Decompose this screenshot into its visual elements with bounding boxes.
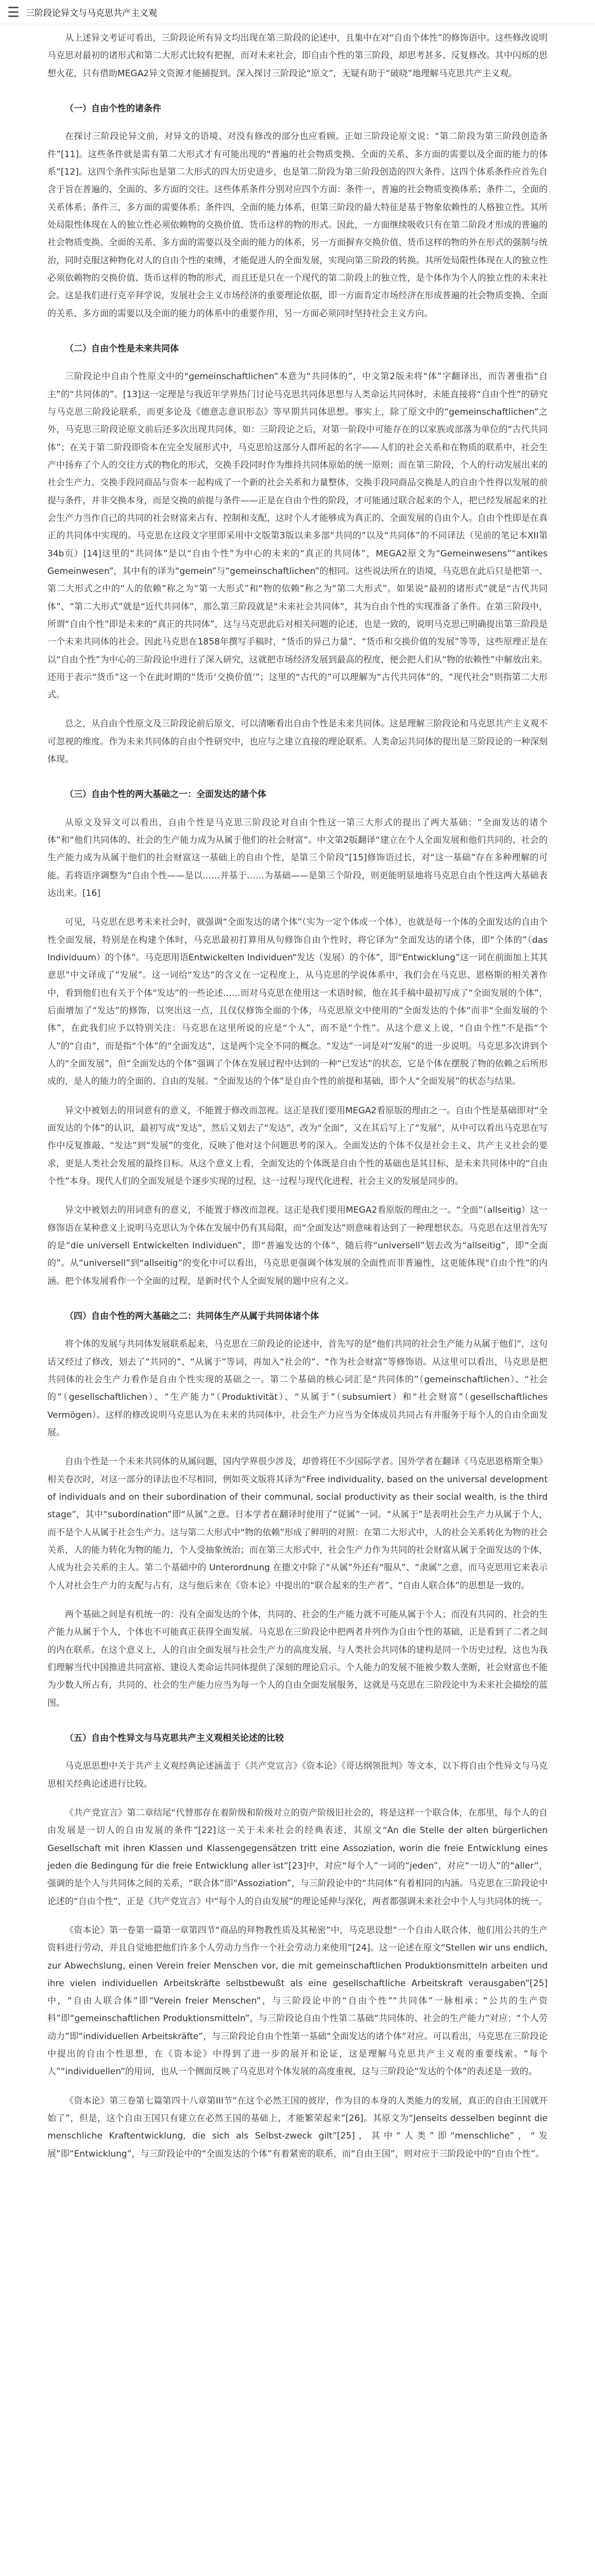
paragraph: 可见，马克思在思考未来社会时，就强调“全面发达的诸个体”（实为一定个体或一个体），也就是每一个体的全面发达的自由个性全面发展，特别是在构建个体时，马克思最初打算用从句修饰自由个性时，将它译为“全面发达的诸个体，即“个体的”（das Individuum）的个体”。马克思用语Entwickelten Individuen“发达（发展）的个体”，即“Entwicklung”这一词在前面加上其其意思”中文译成了“发展”。这一词给“发达”的含义在一定程度上，从马克思的学说体系中，我们会在马克思、恩格斯的相关著作中，看到他们也有关于个体“发达”的一些论述……而对马克思在使用这一术语时候，他在其手稿中最初写成了“全面发展的个体”，后面增加了“发达”的修饰，以突出这一点，且仅仅修饰全面的个体，马克思原文中使用的“全面发达的个体”而非“全面发展的个体”，在此我们应予以特别关注：马克思在这里所说的应是“个人”，而不是“个性”。从这个意义上说，“自由个性”不是指“个人”的“自由”，而是指“个体”的“全面发达”，这是两个完全不同的概念。“发达”一词是对“发展”的进一步说明。马克思多次讲到个人的“全面发展”，但“全面发达的个体”强调了个体在发展过程中达到的一种“已发达”的状态，它是个体在摆脱了物的依赖之后所形成的，是人的能力的全面的、自由的发展。“全面发达的个体”是自由个性的前提和基础，即个人“全面发展”的状态与结果。	[47, 917, 548, 1087]
paragraph: 两个基础之间是有机统一的：没有全面发达的个体，共同的、社会的生产能力就不可能从属于个人；而没有共同的、社会的生产能力从属于个人，个体也不可能真正获得全面发展。马克思在三阶段论中把两者并列作为自由个性的基础，正是看到了二者之间的内在联系。在这个意义上，人的自由全面发展与社会生产力的高度发展、与人类社会共同体的建构是同一个历史过程，这也为我们理解当代中国推进共同富裕、建设人类命运共同体提供了深刻的理论启示。个人能力的发展不能被少数人垄断，社会财富也不能为少数人所占有，共同的、社会的生产能力应当为每一个人的自由全面发展服务，这就是马克思在三阶段论中为未来社会描绘的蓝图。	[47, 1609, 548, 1708]
paragraph: 三阶段论中自由个性原文中的“gemeinschaftlichen”本意为“共同体的”，中文第2版未将“体”字翻译出，而告著重指“自主”的“共同体的”。[13]这一定理是与我近年学界热门讨论马克思共同体思想与人类命运共同体时，未能直接将“自由个性”的研究与马克思三阶段论联系，而更多论及《德意志意识形态》等早期共同体思想。事实上，除了原文中的“gemeinschaftlichen”之外，马克思三阶段论原文前后还多次出现共同体，如：三阶段论之后，对第一阶段中可能存在的以家族或部落为单位的“古代共同体”；在关于第二阶段即资本在完全发展形式中，马克思给这部分人群所起的名字——人们的社会关系和在物质的联系中，社会生产中扬弃了个人的交往方式的物化的形式，交换手段同时作为维持共同体原始的统一原则；而在第三阶段，个人的行动发展出来的社会生产力、交换手段同商品与资本一起构成了一个新的社会关系和力量整体，交换手段同商品交换是人的自由个性得以发展的前提与条件，并非交换本身，而是交换的前提与条件——正是在自由个性的阶段，才可能通过联合起来的个人，把已经发展起来的社会生产力当作自己的共同的社会财富来占有、控制和支配，这时个人才能够成为真正的、全面发展的自由个人。自由个性即是在真正的共同体中实现的。马克思在这段文字里即采用中文版第3版以来多部“共同的”以及“共同体”的不同译法（见前的笔记本XII第34b页）[14]这里的“共同体”是以“自由个性”为中心的未来的“真正的共同体”，MEGA2原文为“Gemeinwesens”“antikes Gemeinwesen”，其中有的译为“gemein”与“gemeinschaftlichen”的相同。这些说法所在的语境，马克思在此后只是把第一、第二大形式之中的“人的依赖”称之为“第一大形式”和“物的依赖”称之为“第二大形式”。如果说“最初的诸形式”就是“古代共同体”、“第二大形式”就是“近代共同体”，那么第三阶段就是“未来社会共同体”，其为自由个性的实现准备了条件。在第三阶段中，所谓“自由个性”即是未来的“真正的共同体”，这与马克思此后对相关问题的论述，也是一致的，说明马克思已明确提出第三阶段是一个未来共同体的社会。因此马克思在1858年撰写手稿时，“货币的异己力量”、“货币和交换价值的发展”等等，这些原理正是在以“自由个性”为中心的三阶段论中进行了深入研究，这就把市场经济发展到最高的程度，便会把人们从“物的依赖性”中解放出来。还用于表示“货币”这一个在此时期的“货币‘交换价值’”；这里的“古代的”可以理解为“古代共同体”的，“现代社会”则指第二大形式。	[47, 371, 548, 701]
paragraph: 《共产党宣言》第二章结尾“代替那存在着阶级和阶级对立的资产阶级旧社会的，将是这样一个联合体，在那里，每个人的自由发展是一切人的自由发展的条件”[22]这一关于未来社会的经典表述，其原文“An die Stelle der alten bürgerlichen Gesellschaft mit ihren Klassen und Klassengegensätzen tritt eine Assoziation, worin die freie Entwicklung eines jeden die Bedingung für die freie Entwicklung aller ist”[23]中，对应“每个人”一词的“jeden”，对应“一切人”的“aller”，强调的是个人与共同体之间的关系，“联合体”即“Assoziation”，与三阶段论中的“共同体”有着相同的内涵。马克思在三阶段论中论述的“自由个性”，正是《共产党宣言》中“每个人的自由发展”的理论延伸与深化，两者都强调未来社会中个人与共同体的统一。	[47, 1807, 548, 1907]
paragraph: 总之，从自由个性原文及三阶段论前后原文，可以清晰看出自由个性是未来共同体。这是理解三阶段论和马克思共产主义观不可忽视的维度。作为未来共同体的自由个性研究中，也应与之建立直接的理论联系。人类命运共同体的提出是三阶段论的一种深刻体现。	[47, 719, 548, 765]
paragraph: 从上述异文考证可看出，三阶段论所有异文均出现在第三阶段的论述中，且集中在对“自由个体性”的修饰语中。这些修改说明马克思对最初的诸形式和第二大形式比较有把握，而对未来社会，即自由个性的第三阶段，却思考甚多、反复修改。其中闪烁的思想火花，只有借助MEGA2异文资源才能捕捉到。深入探讨三阶段论“原文”，无疑有助于“破晓”地理解马克思共产主义观。	[47, 33, 548, 79]
paragraph: 《资本论》第一卷第一篇第一章第四节“商品的拜物教性质及其秘密”中，马克思设想“一个自由人联合体，他们用公共的生产资料进行劳动，并且自觉地把他们许多个人劳动力当作一个社会劳动力来使用”[24]。这一论述在原文“Stellen wir uns endlich, zur Abwechslung, einen Verein freier Menschen vor, die mit gemeinschaftlichen Produktionsmitteln arbeiten und ihre vielen individuellen Arbeitskräfte selbstbewußt als eine gesellschaftliche Arbeitskraft verausgaben”[25]中，“自由人联合体”即“Verein freier Menschen”，与三阶段论中的“自由个性”“共同体”一脉相承；“公共的生产资料”即“gemeinschaftlichen Produktionsmitteln”，与三阶段论自由个性第二基础“共同体的、社会的生产能力”对应；“个人劳动力”即“individuellen Arbeitskräfte”，与三阶段论自由个性第一基础“全面发达的诸个体”对应。可以看出，马克思在三阶段论中提出的自由个性思想，在《资本论》中得到了进一步的展开和论证，这是理解马克思共产主义观的重要线索。“每个人”“individuellen”的用词，也从一个侧面反映了马克思对个体发展的高度重视，这与三阶段论“发达的个体”的表述是一致的。	[47, 1925, 548, 2077]
page-title: 三阶段论异文与马克思共产主义观	[26, 8, 157, 19]
paragraph: 《资本论》第三卷第七篇第四十八章第III节“在这个必然王国的彼岸，作为目的本身的人类能力的发展，真正的自由王国就开始了”，但是，这个自由王国只有建立在必然王国的基础上，才能繁荣起来”[26]。其原文为“Jenseits desselben beginnt die menschliche Kraftentwicklung, die sich als Selbst-zweck gilt”[25]，其中“人类”即“menschliche”，“发展”即“Entwicklung”，与三阶段论中的“全面发达的个体”有着紧密的联系，而“自由王国”，则对应于三阶段论中的“自由个性”。	[47, 2095, 548, 2159]
paragraph: 异文中被划去的用词意有的意义，不能置于修改而忽视。这正是我们要用MEGA2看原版的理由之一。“全面”（allseitig）这一修饰语在某种意义上说明马克思认为个体在发展中仍有其局限，而“全面发达”则意味着达到了一种理想状态。马克思在这里首先写的是“die universell Entwickelten Individuen”，即“普遍发达的个体”，随后将“universell”划去改为“allseitig”，即“全面的”。从“universell”到“allseitig”的变化中可以看出，马克思更强调个体发展的全面性而非普遍性，这更能体现“自由个性”的内涵。把个体发展看作一个全面的过程，是新时代个人全面发展的题中应有之义。	[47, 1205, 548, 1286]
paragraph: 马克思思想中关于共产主义观经典论述涵盖于《共产党宣言》《资本论》《哥达纲领批判》等文本，以下将自由个性异文与马克思相关经典论述进行比较。	[47, 1761, 548, 1789]
paragraph: 将个体的发展与共同体发展联系起来，马克思在三阶段论的论述中，首先写的是“他们共同的社会生产能力从属于他们”，这句话又经过了修改，划去了“共同的”、“从属于”等词，再加入“社会的”、“作为社会财富”等修饰语。从这里可以看出，马克思是把共同体的社会生产力看作是自由个性实现的基础之一。第二个基础的核心词汇是“共同体的”（gemeinschaftlichen）、“社会的”（gesellschaftlichen）、“生产能力”（Produktivität）、“从属于”（subsumiert）和“社会财富”（gesellschaftliches Vermögen）。这样的修改说明马克思认为在未来的共同体中，社会生产力应当为全体成员共同占有并服务于每个人的自由全面发展。	[47, 1339, 548, 1438]
section-title: （三）自由个性的两大基础之一：全面发达的諸个体	[65, 789, 266, 800]
top-bar	[0, 0, 595, 24]
paragraph: 从原文及异文可以看出，自由个性是马克思三阶段论对自由个性这一第三大形式的提出了两大基础：“全面发达的诸个体”和“他们共同体的、社会的生产能力成为从属于他们的社会财富”。中文第2版翻译“建立在个人全面发展和他们共同的、社会的生产能力成为从属于他们的社会财富这一基础上的自由个性，是第三个阶段”[15]修饰语过长，对“这一基础”存在多种理解的可能。若将语序调整为“自由个性——是以……并基于……为基础——是第三个阶段，则更能明显地将马克思自由个性这两大基础表达出来。[16]	[47, 817, 548, 899]
section-title: （五）自由个性异文与马克思共产主义观相关论述的比较	[65, 1733, 284, 1743]
section-title: （四）自由个性的两大基础之二：共同体生产从属于共同体诸个体	[65, 1311, 319, 1321]
paragraph: 异文中被划去的用词意有的意义，不能置于修改而忽视。这正是我们要用MEGA2看原版的理由之一。自由个性是基础即对“全面发达的个体”的认识，最初写成“发达”，然后又划去了“发达”，改为“全面”，又在其后写上了“发展”，从中可以看出马克思在写作中反复推敲、“发达”到“发展”的变化，反映了他对这个问题思考的深入。全面发达的个体不仅是社会主义、共产主义社会的要求，更是人类社会发展的最终目标。从这个意义上看，全面发达的个体既是自由个性的基础也是其目标，是未来共同体中的“自由个性”本身。现代人们的全面发展是个逐步实现的过程，这一过程与现代化进程、社会主义的发展是同步的。	[47, 1105, 548, 1187]
article-body	[0, 24, 595, 2576]
section-title: （二）自由个性是未来共同体	[65, 343, 179, 354]
hamburger-menu-icon[interactable]	[8, 7, 19, 17]
paragraph: 在探讨三阶段论异文前，对异文的语境、对没有修改的部分也应看顾。正如三阶段论原文说：“第二阶段为第三阶段创造条件”[11]。这些条件就是需有第二大形式才有可能出现的“普遍的社会物质变换、全面的关系、多方面的需要以及全面的能力的体系”[12]。这四个条件实际也是第二大形式的四大历史进步，也是第二阶段为第三阶段创造的四大条件。这四个体系条件应首先自含于旨在普遍的、全面的、多方面的交往。这些体系条件分别对应四个方面：条件一，普遍的社会物质变换体系；条件二，全面的关系体系；条件三，多方面的需要体系；条件四，全面的能力体系，但第三阶段的最大特征是基于物象依赖性的人格独立性。其所处局限性体现在人的独立性必须依赖物的交换价值、货币这样的物的形式。因此，一方面继续吸收只有在第二阶段才形成的普遍的社会物质变换、全面的关系、多方面的需要以及全面的能力的体系，另一方面摒弃交换价值、货币这样的物的外在形式的强制与统治，同时克服这种物化对人的自由个性的束缚，才能促进人的全面发展，实现向第三阶段的转换。其所处局限性体现在人的独立性必须依赖物的交换价值、货币这样的物的形式，而且还是只在一个现代的第二阶段上的独立性，是个体作为个人的独立性的未来社会。这是我们进行克辛拜学说，发展社会主义市场经济的重要理论依据，即一方面肯定市场经济在形成普遍的社会物质变换、全面的关系、多方面的需要以及全面的能力的体系中的重要作用，另一方面必须同时坚持社会主义方向。	[47, 131, 548, 319]
section-title: （一）自由个性的诸条件	[65, 103, 161, 114]
paragraph: 自由个性是一个未来共同体的从属问题，国内学界很少涉及，却曾将任不少国际学者。国外学者在翻译《马克思恩格斯全集》相关卷次时，对这一部分的译法也不尽相同，例如英文版将其译为“Free individuality, based on the universal development of individuals and on their subordination of their communal, social productivity as their social wealth, is the third stage”，其中“subordination”即“从属”之意。日本学者在翻译时使用了“従属”一词。“从属于”是表明社会生产力从属于个人，而不是个人从属于社会生产力。这与第二大形式中“物的依赖”形成了鲜明的对照：在第二大形式中，人的社会关系转化为物的社会关系，人的能力转化为物的能力，个人受抽象统治；而在第三大形式中，社会生产力作为共同的社会财富从属于全面发达的个体，人成为社会关系的主人。第二个基础中的 Unterordnung 在德文中除了“从属”外还有“服从”、“隶属”之意，而马克思用它来表示个人对社会生产力的支配与占有，这与他后来在《资本论》中提出的“联合起来的生产者”、“自由人联合体”的思想是一致的。	[47, 1456, 548, 1591]
